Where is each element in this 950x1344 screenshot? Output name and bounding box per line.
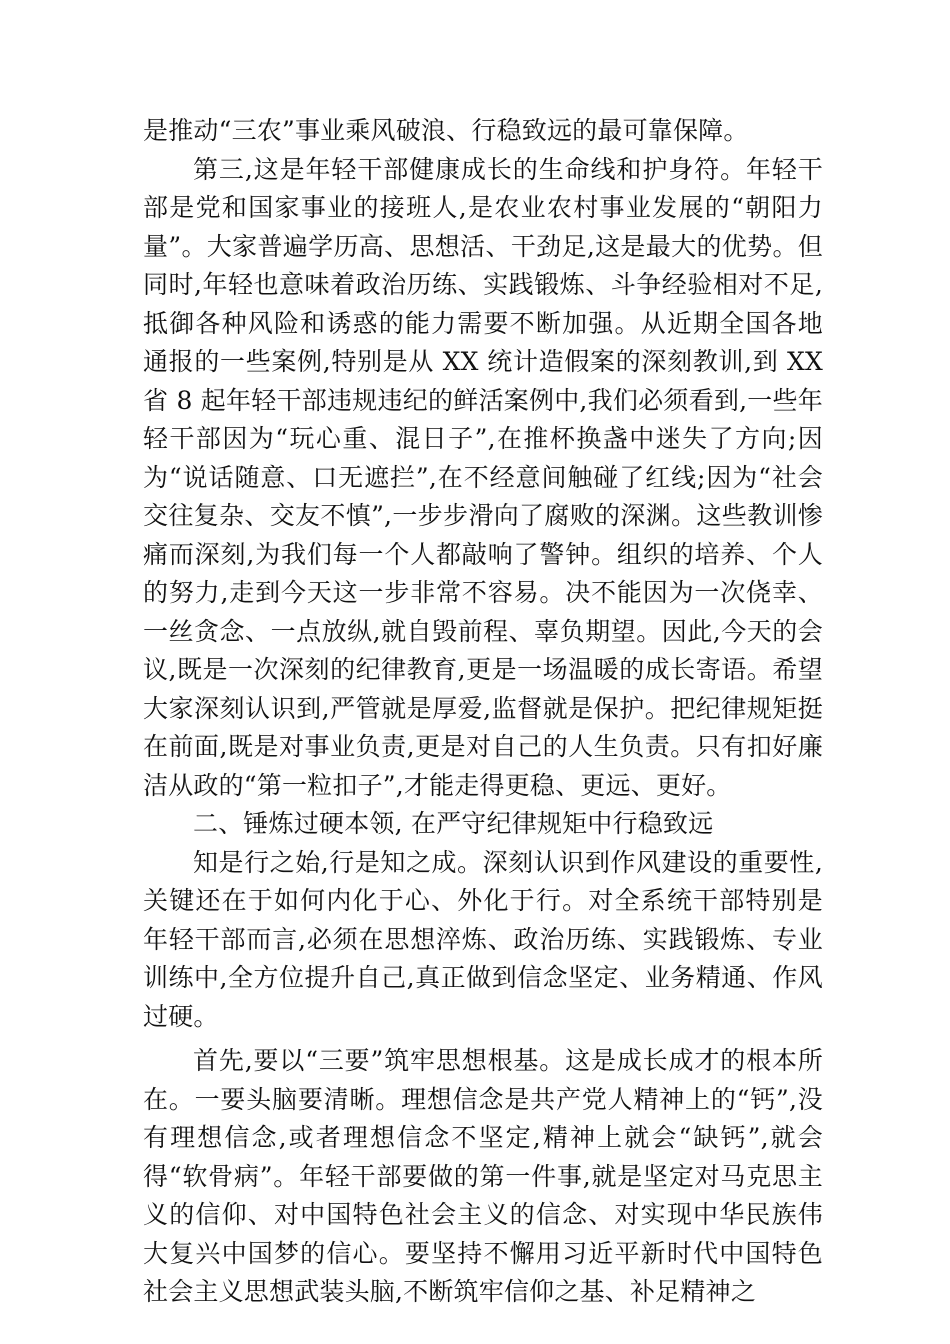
paragraph-first-three-musts: 首先,要以“三要”筑牢思想根基。这是成长成才的根本所在。一要头脑要清晰。理想信念是共产党人精神上的“钙”,没有理想信念,或者理想信念不坚定,精神上就会“缺钙”,就会得“软骨病”。年轻干部要做的第一件事,就是坚定对马克思主义的信仰、对中国特色社会主义的信念、对实现中华民族伟大复兴中国梦的信心。要坚持不懈用习近平新时代中国特色社会主义思想武装头脑,不断筑牢信仰之基、补足精神之 bbox=[143, 1046, 823, 1306]
paragraph-knowledge-action: 知是行之始,行是知之成。深刻认识到作风建设的重要性,关键还在于如何内化于心、外化于行。对全系统干部特别是年轻干部而言,必须在思想淬炼、政治历练、实践锻炼、专业训练中,全方位提升自己,真正做到信念坚定、业务精通、作风过硬。 bbox=[143, 847, 823, 1031]
paragraph-continuation: 是推动“三农”事业乘风破浪、行稳致远的最可靠保障。 bbox=[143, 116, 749, 145]
document-body bbox=[143, 112, 823, 1312]
paragraph-third-point: 第三,这是年轻干部健康成长的生命线和护身符。年轻干部是党和国家事业的接班人,是农业农村事业发展的“朝阳力量”。大家普遍学历高、思想活、干劲足,这是最大的优势。但同时,年轻也意味着政治历练、实践锻炼、斗争经验相对不足,抵御各种风险和诱惑的能力需要不断加强。从近期全国各地通报的一些案例,特别是从 XX 统计造假案的深刻教训,到 XX 省 8 起年轻干部违规违纪的鲜活案例中,我们必须看到,一些年轻干部因为“玩心重、混日子”,在推杯换盏中迷失了方向;因为“说话随意、口无遮拦”,在不经意间触碰了红线;因为“社会交往复杂、交友不慎”,一步步滑向了腐败的深渊。这些教训惨痛而深刻,为我们每一个人都敲响了警钟。组织的培养、个人的努力,走到今天这一步非常不容易。决不能因为一次侥幸、一丝贪念、一点放纵,就自毁前程、辜负期望。因此,今天的会议,既是一次深刻的纪律教育,更是一场温暖的成长寄语。希望大家深刻认识到,严管就是厚爱,监督就是保护。把纪律规矩挺在前面,既是对事业负责,更是对自己的人生负责。只有扣好廉洁从政的“第一粒扣子”,才能走得更稳、更远、更好。 bbox=[143, 154, 823, 800]
section-heading-two: 二、锤炼过硬本领, 在严守纪律规矩中行稳致远 bbox=[193, 809, 714, 838]
